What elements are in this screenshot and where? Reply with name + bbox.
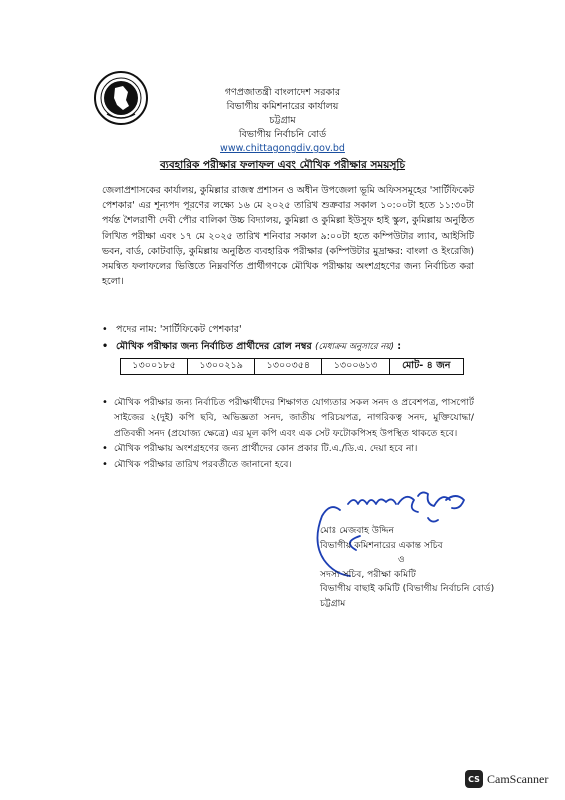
roll-table <box>120 358 464 375</box>
camscanner-watermark: CamScanner <box>487 772 549 786</box>
notice-paragraph: জেলাপ্রশাসকের কার্যালয়, কুমিল্লার রাজস্ব প্রশাসন ও অধীন উপজেলা ভূমি অফিসসমূহের 'সার্টিফিকেট পেশকার' এর শূন্যপদ পূরণের লক্ষ্যে ১৬ মে ২০২৫ তারিখ শুক্রবার সকাল ১০:০০টা হতে ১১:৩০টা পর্যন্ত শৈলরাণী দেবী পৌর বালিকা উচ্চ বিদ্যালয়, কুমিল্লা ও কুমিল্লা ইউসুফ হাই স্কুল, কুমিল্লায় অনুষ্ঠিত লিখিত পরীক্ষা এবং ১৭ মে ২০২৫ তারিখ শনিবার সকাল ৯:০০টা হতে কম্পিউটার ল্যাব, আইসিটি ভবন, বার্ড, কোটবাড়ি, কুমিল্লায় অনুষ্ঠিত ব্যবহারিক পরীক্ষার (কম্পিউটার মুদ্রাক্ষর: বাংলা ও ইংরেজি) সমন্বিত ফলাফলের ভিত্তিতে নিম্নবর্ণিত প্রার্থীগণকে মৌখিক পরীক্ষায় অংশগ্রহণের জন্য নির্বাচিত করা হলো। <box>102 185 474 288</box>
header-city: চট্টগ্রাম <box>269 115 296 126</box>
header-government: গণপ্রজাতন্ত্রী বাংলাদেশ সরকার <box>224 87 341 98</box>
instructions-list <box>102 395 474 472</box>
roll-cell: ১৩০০৩৫৪ <box>255 359 322 375</box>
roll-colon: : <box>393 341 402 352</box>
list-item: • মৌখিক পরীক্ষার তারিখ পরবর্তীতে জানানো হবে। <box>102 457 474 472</box>
roll-heading: মৌখিক পরীক্ষার জন্য নির্বাচিত প্রার্থীদের রোল নম্বর <box>116 341 312 352</box>
roll-heading-line <box>102 340 401 355</box>
bullet-icon: • <box>102 324 108 335</box>
website-link[interactable]: www.chittagongdiv.gov.bd <box>220 143 345 154</box>
signatory-designation: বিভাগীয় কমিশনারের একান্ত সচিব <box>320 539 443 551</box>
table-row <box>121 359 464 375</box>
camscanner-logo-icon: CS <box>465 770 483 788</box>
signatory-role-1: সদস্য সচিব, পরীক্ষা কমিটি <box>320 568 416 580</box>
roll-note: (মেধাক্রম অনুসারে নয়) <box>315 342 394 352</box>
header-office: বিভাগীয় কমিশনারের কার্যালয় <box>226 101 339 112</box>
office-header <box>0 86 565 156</box>
signatory-name: মোঃ মেজবাহ উদ্দিন <box>320 525 394 536</box>
signatory-role-2: বিভাগীয় বাছাই কমিটি (বিভাগীয় নির্বাচনি বোর্ড) <box>320 583 495 595</box>
bullet-icon: • <box>102 397 108 408</box>
total-cell: মোট- ৪ জন <box>389 359 463 375</box>
bullet-icon: • <box>102 341 109 352</box>
post-name-line <box>102 323 242 338</box>
bullet-icon: • <box>102 458 108 470</box>
roll-cell: ১৩০০১৮৫ <box>121 359 188 375</box>
header-board: বিভাগীয় নির্বাচনি বোর্ড <box>238 129 327 140</box>
list-item: • মৌখিক পরীক্ষায় অংশগ্রহণের জন্য প্রার্থীদের কোন প্রকার টি.এ./ডি.এ. দেয়া হবে না। <box>102 441 474 456</box>
roll-cell: ১৩০০২১৯ <box>188 359 255 375</box>
signature-block <box>320 524 494 612</box>
roll-cell: ১৩০০৬১৩ <box>322 359 389 375</box>
signatory-and: ও <box>398 554 405 566</box>
notice-title-wrap <box>0 158 565 175</box>
notice-title: ব্যবহারিক পরীক্ষার ফলাফল এবং মৌখিক পরীক্ষার সময়সূচি <box>159 159 406 171</box>
bullet-icon: • <box>102 443 108 455</box>
list-item: • মৌখিক পরীক্ষার জন্য নির্বাচিত পরীক্ষার্থীদের শিক্ষাগত যোগ্যতার সকল সনদ ও প্রবেশপত্র, পাসপোর্ট সাইজের ২(দুই) কপি ছবি, অভিজ্ঞতা সনদ, জাতীয় পরিচয়পত্র, নাগরিকত্ব সনদ, মুক্তিযোদ্ধা/ প্রতিবন্ধী সনদ (প্রযোজ্য ক্ষেত্রে) এর মূল কপি এবং এক সেট ফটোকপিসহ উপস্থিত থাকতে হবে। <box>102 395 474 441</box>
signatory-place: চট্টগ্রাম <box>320 597 346 609</box>
post-name: পদের নাম: 'সার্টিফিকেট পেশকার' <box>116 324 242 335</box>
